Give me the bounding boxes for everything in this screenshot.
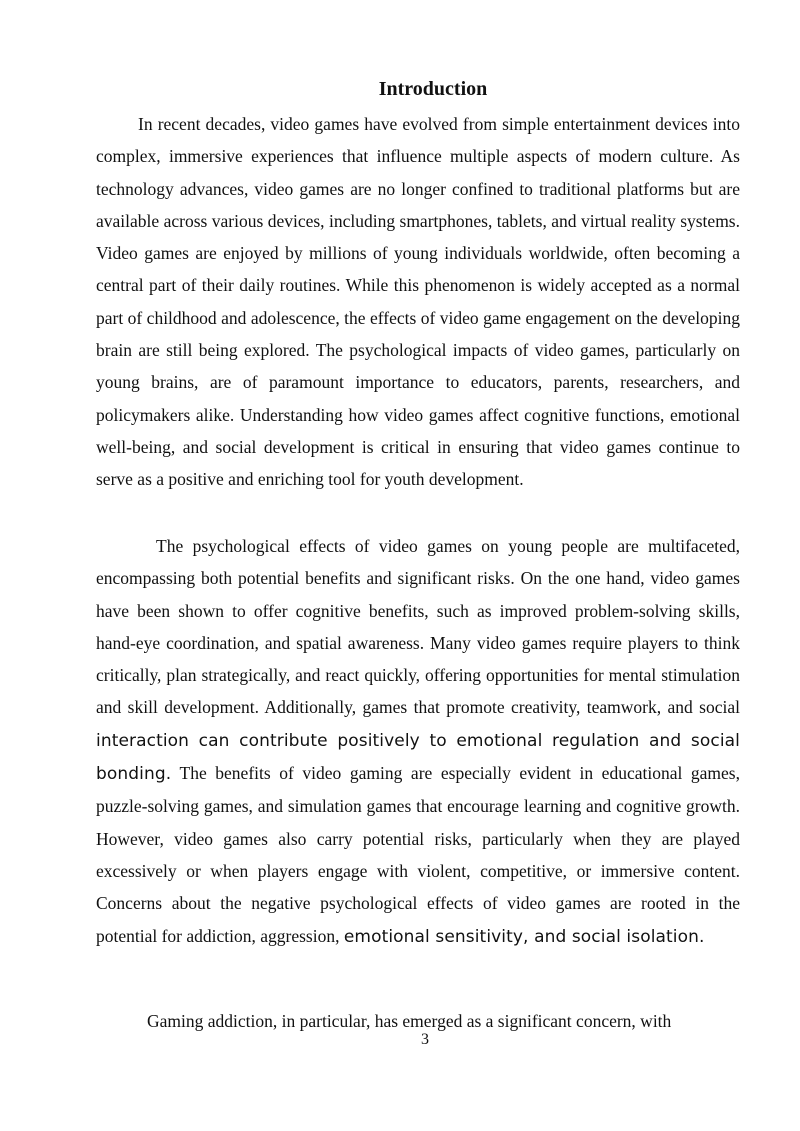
- paragraph-3: Gaming addiction, in particular, has emerged as a significant concern, with: [147, 1011, 672, 1031]
- section-heading: Introduction: [378, 78, 488, 100]
- paragraph-2-text-b: interaction can contribute positively to emotional regulation and social bonding.: [96, 730, 740, 785]
- paragraph-2-text-c: The benefits of video gaming are especially evident in educational games, puzzle-solving games, and simulation games that encourage learning and cognitive growth. However, video games also carry potential risks, particularly when they are played excessively or when players engage with violent, competitive, or immersive content. Concerns about the negative psychological effects of video games are rooted in the potential for addiction, aggression,: [96, 763, 740, 946]
- paragraph-1: In recent decades, video games have evolved from simple entertainment devices into complex, immersive experiences that influence multiple aspects of modern culture. As technology advances, video games are no longer confined to traditional platforms but are available across various devices, including smartphones, tablets, and virtual reality systems. Video games are enjoyed by millions of young individuals worldwide, often becoming a central part of their daily routines. While this phenomenon is widely accepted as a normal part of childhood and adolescence, the effects of video game engagement on the developing brain are still being explored. The psychological impacts of video games, particularly on young brains, are of paramount importance to educators, parents, researchers, and policymakers alike. Understanding how video games affect cognitive functions, emotional well-being, and social development is critical in ensuring that video games continue to serve as a positive and enriching tool for youth development.: [96, 114, 740, 490]
- paragraph-2-text-d: emotional sensitivity, and social isolation.: [343, 926, 705, 947]
- page-number: 3: [421, 1031, 429, 1048]
- paragraph-2: [96, 530, 740, 953]
- paragraph-2-text-a: The psychological effects of video games on young people are multifaceted, encompassing both potential benefits and significant risks. On the one hand, video games have been shown to offer cognitive benefits, such as improved problem-solving skills, hand-eye coordination, and spatial awareness. Many video games require players to think critically, plan strategically, and react quickly, offering opportunities for mental stimulation and skill development. Additionally, games that promote creativity, teamwork, and social: [96, 536, 740, 718]
